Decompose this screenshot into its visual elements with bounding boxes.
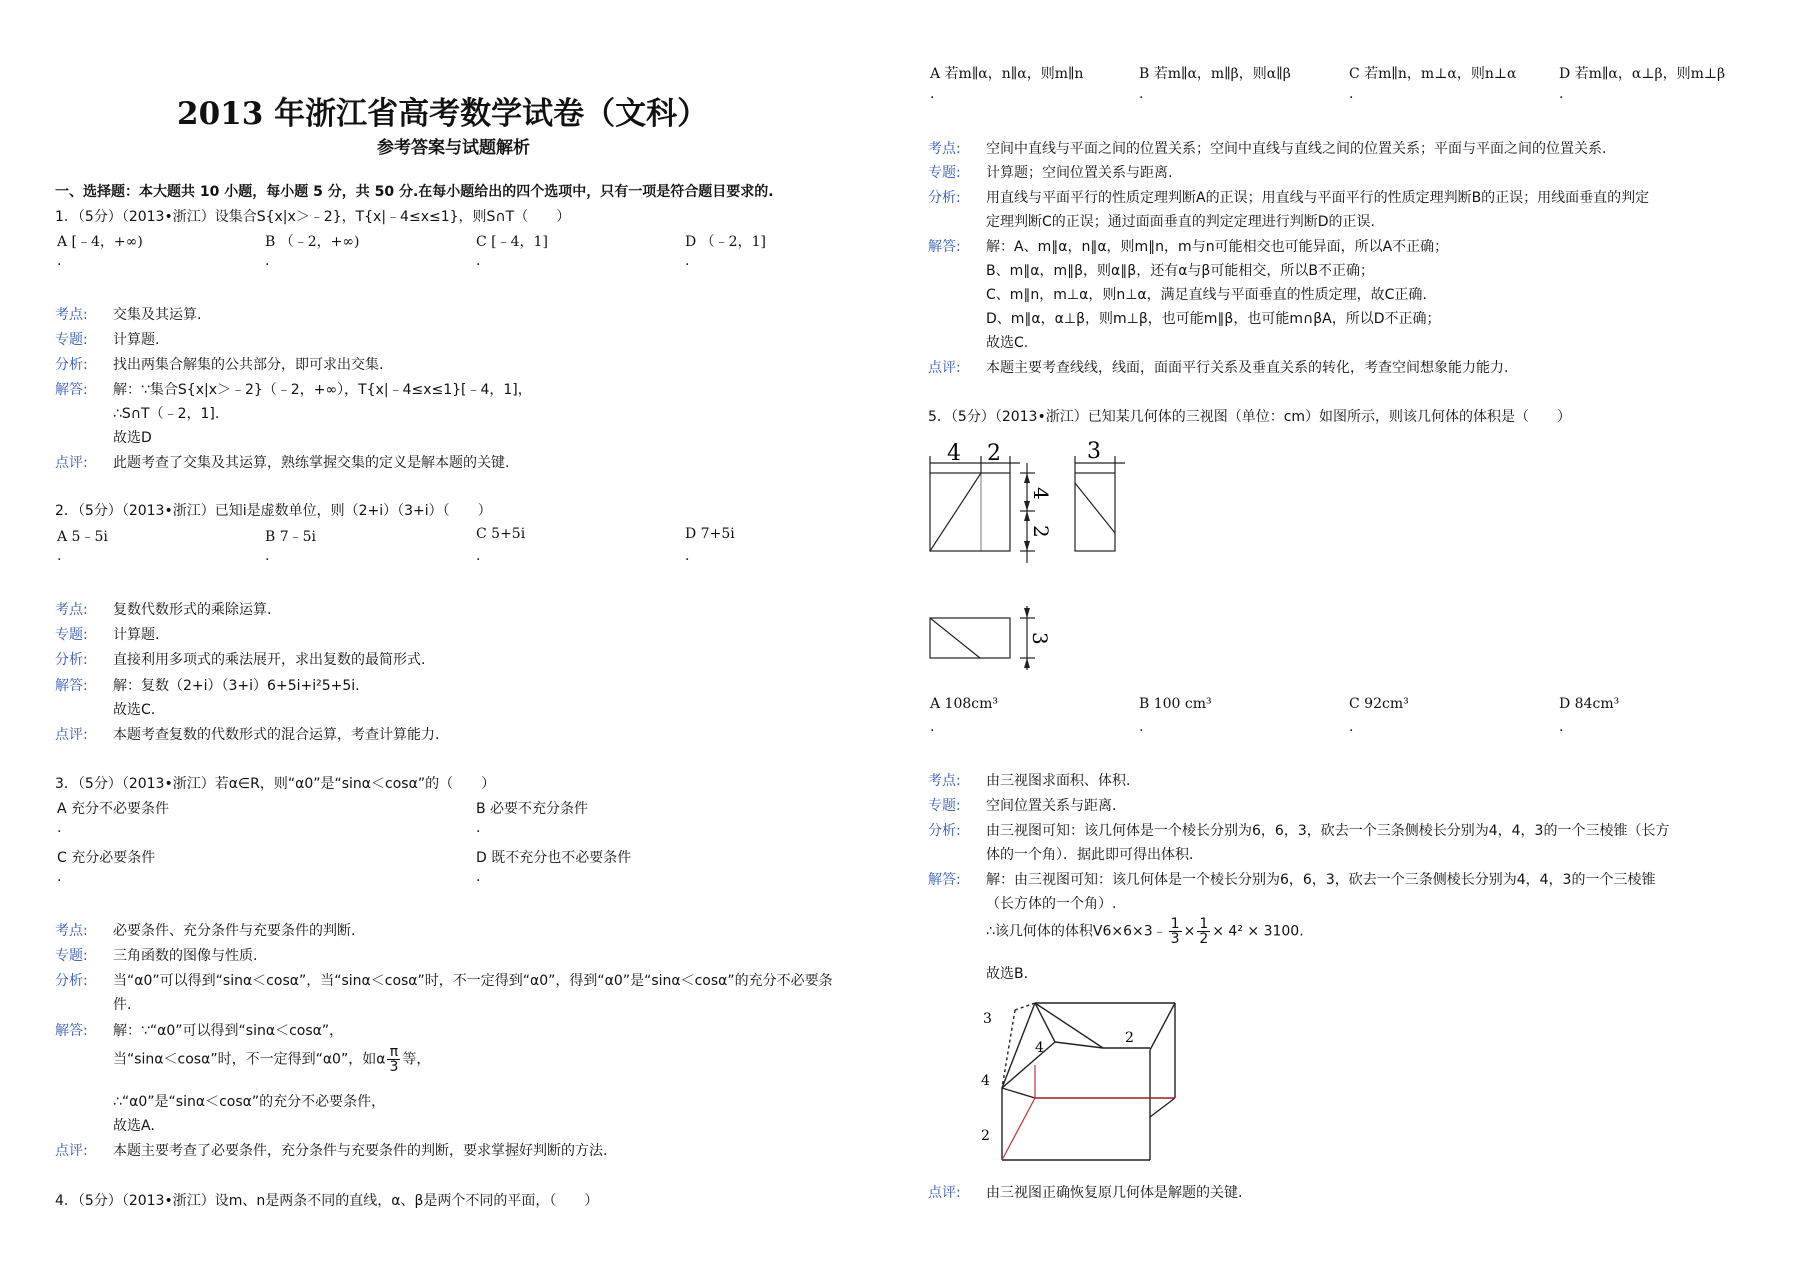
q3-jieda-line2-a: 当“sinα＜cosα”时，不一定得到“α0”，如α: [113, 1051, 386, 1068]
q3-option-d: D 既不充分也不必要条件: [476, 850, 632, 866]
q4-dot-b: .: [1139, 86, 1144, 102]
q2-zhuanti: 计算题.: [113, 627, 160, 643]
q3-jieda-line3: ∴“α0”是“sinα＜cosα”的充分不必要条件，: [113, 1094, 386, 1110]
q4-fenxi-line1: 用直线与平面平行的性质定理判断A的正误；用直线与平面平行的性质定理判断B的正误；用线面垂直的判定: [986, 190, 1650, 206]
q3-option-b: B 必要不充分条件: [476, 801, 589, 817]
q3-kaodian-label: 考点:: [55, 923, 88, 939]
q4-dot-d: .: [1559, 86, 1564, 102]
q5-fenxi-line2: 体的一个角）．据此即可得出体积.: [986, 847, 1194, 863]
q1-jieda-line3: 故选D: [113, 430, 152, 446]
q1-dianping: 此题考查了交集及其运算，熟练掌握交集的定义是解本题的关键.: [113, 455, 510, 471]
q3-kaodian: 必要条件、充分条件与充要条件的判断.: [113, 923, 356, 939]
q2-option-d: D 7+5i: [685, 526, 735, 542]
q2-option-a: A 5﹣5i: [57, 529, 108, 545]
q5-volume-line: [986, 917, 1304, 946]
q2-kaodian: 复数代数形式的乘除运算.: [113, 602, 272, 618]
q2-dot-d: .: [685, 548, 690, 564]
q3-dot-b: .: [476, 820, 481, 836]
q4-jieda-line4: D、m∥α，α⊥β，则m⊥β，也可能m∥β，也可能m∩βA，所以D不正确；: [986, 311, 1441, 327]
q4-jieda-label: 解答:: [928, 239, 961, 255]
q2-dot-a: .: [57, 548, 62, 564]
q3-zhuanti-label: 专题:: [55, 948, 88, 964]
q1-option-a: A [﹣4，+∞): [57, 234, 143, 250]
q3-option-c: C 充分必要条件: [57, 850, 156, 866]
q3-option-a: A 充分不必要条件: [57, 801, 170, 817]
q5-kaodian-label: 考点:: [928, 773, 961, 789]
q3-dot-d: .: [476, 869, 481, 885]
q4-dot-c: .: [1349, 86, 1354, 102]
q5-option-c: C 92cm³: [1349, 696, 1409, 712]
q5-stem: 5．（5分）（2013•浙江）已知某几何体的三视图（单位：cm）如图所示，则该几何体的体积是（ ）: [928, 409, 1572, 425]
q3-jieda-label: 解答:: [55, 1023, 88, 1039]
q5-choose: 故选B.: [986, 966, 1029, 982]
q1-dot-a: .: [57, 253, 62, 269]
q5-fraction-1-2: [1197, 917, 1210, 946]
q2-zhuanti-label: 专题:: [55, 627, 88, 643]
q5-jieda-line2: （长方体的一个角）.: [986, 896, 1117, 912]
q5-volume-times: ×: [1183, 923, 1196, 940]
fig-label-w4: 4: [947, 441, 961, 466]
q2-kaodian-label: 考点:: [55, 602, 88, 618]
solid-figure: [975, 990, 1195, 1170]
q4-dot-a: .: [930, 86, 935, 102]
q1-fenxi-label: 分析:: [55, 357, 88, 373]
q4-zhuanti: 计算题；空间位置关系与距离.: [986, 165, 1173, 181]
q1-zhuanti-label: 专题:: [55, 332, 88, 348]
q4-kaodian: 空间中直线与平面之间的位置关系；空间中直线与直线之间的位置关系；平面与平面之间的位置关系.: [986, 141, 1607, 157]
q2-dianping: 本题考查复数的代数形式的混合运算，考查计算能力.: [113, 727, 440, 743]
q4-option-d: D 若m∥α，α⊥β，则m⊥β: [1559, 66, 1726, 82]
q5-jieda-line1: 解：由三视图可知：该几何体是一个棱长分别为6，6，3，砍去一个三条侧棱长分别为4，4，3的一个三棱锥: [986, 872, 1656, 888]
q3-fenxi-label: 分析:: [55, 973, 88, 989]
q5-zhuanti-label: 专题:: [928, 798, 961, 814]
q5-dot-a: .: [930, 719, 935, 735]
q3-dot-c: .: [57, 869, 62, 885]
q1-option-b: B （﹣2，+∞): [265, 234, 360, 250]
q2-stem: 2．（5分）（2013•浙江）已知i是虚数单位，则（2+i）（3+i）（ ）: [55, 503, 492, 519]
q5-frac1-num: 1: [1170, 916, 1180, 932]
q5-kaodian: 由三视图求面积、体积.: [986, 773, 1131, 789]
q5-fenxi-line1: 由三视图可知：该几何体是一个棱长分别为6，6，3，砍去一个三条侧棱长分别为4，4，3的一个三棱锥（长方: [986, 823, 1670, 839]
q1-kaodian-label: 考点:: [55, 307, 88, 323]
fig-label-h3: 3: [1028, 632, 1052, 645]
q3-zhuanti: 三角函数的图像与性质.: [113, 948, 258, 964]
q3-pi-fraction: [387, 1045, 400, 1074]
side-view-rect: [1075, 473, 1115, 551]
front-view-rect: [930, 473, 1010, 551]
q1-zhuanti: 计算题.: [113, 332, 160, 348]
top-view-rect: [930, 618, 1010, 658]
q4-jieda-line3: C、m∥n，m⊥α，则n⊥α，满足直线与平面垂直的性质定理，故C正确.: [986, 287, 1427, 303]
q1-dot-c: .: [476, 253, 481, 269]
q3-fenxi-line1: 当“α0”可以得到“sinα＜cosα”，当“sinα＜cosα”时，不一定得到“α0”，得到“α0”是“sinα＜cosα”的充分不必要条: [113, 973, 833, 989]
fig-label-h4: 4: [1029, 487, 1053, 500]
q5-jieda-label: 解答:: [928, 872, 961, 888]
q4-stem: 4．（5分）（2013•浙江）设m、n是两条不同的直线，α、β是两个不同的平面，（ ）: [55, 1193, 599, 1209]
page-title: 2013 年浙江省高考数学试卷（文科）: [177, 96, 709, 132]
q5-dianping-label: 点评:: [928, 1185, 961, 1201]
q3-dianping: 本题主要考查了必要条件，充分条件与充要条件的判断，要求掌握好判断的方法.: [113, 1143, 608, 1159]
q3-jieda-line4: 故选A.: [113, 1118, 155, 1134]
q5-option-d: D 84cm³: [1559, 696, 1620, 712]
q5-option-a: A 108cm³: [930, 696, 999, 712]
q1-dot-b: .: [265, 253, 270, 269]
q5-zhuanti: 空间位置关系与距离.: [986, 798, 1117, 814]
q4-fenxi-line2: 定理判断C的正误；通过面面垂直的判定定理进行判断D的正误.: [986, 214, 1376, 230]
q1-fenxi: 找出两集合解集的公共部分，即可求出交集.: [113, 357, 384, 373]
q5-frac1-den: 3: [1170, 931, 1180, 947]
q2-dianping-label: 点评:: [55, 727, 88, 743]
q4-jieda-line1: 解：A、m∥α，n∥α，则m∥n，m与n可能相交也可能异面，所以A不正确；: [986, 239, 1449, 255]
q4-option-a: A 若m∥α，n∥α，则m∥n: [930, 66, 1084, 82]
q1-jieda-line2: ∴S∩T（﹣2，1].: [113, 406, 220, 422]
q5-dot-c: .: [1349, 719, 1354, 735]
q2-option-b: B 7﹣5i: [265, 529, 317, 545]
fig-label-w3: 3: [1087, 439, 1101, 464]
q2-option-c: C 5+5i: [476, 526, 526, 542]
q5-dot-b: .: [1139, 719, 1144, 735]
q5-fraction-1-3: [1169, 917, 1182, 946]
q3-pi-denominator: 3: [389, 1059, 399, 1075]
q4-zhuanti-label: 专题:: [928, 165, 961, 181]
q4-dianping-label: 点评:: [928, 360, 961, 376]
q5-dianping: 由三视图正确恢复原几何体是解题的关键.: [986, 1185, 1243, 1201]
q1-jieda-label: 解答:: [55, 382, 88, 398]
q5-option-b: B 100 cm³: [1139, 696, 1212, 712]
page-subtitle: 参考答案与试题解析: [377, 138, 530, 158]
q3-fenxi-line2: 件.: [113, 997, 132, 1013]
q2-jieda-line1: 解：复数（2+i）（3+i）6+5i+i²5+5i.: [113, 678, 360, 694]
q4-option-c: C 若m∥n，m⊥α，则n⊥α: [1349, 66, 1517, 82]
q4-dianping: 本题主要考查线线，线面，面面平行关系及垂直关系的转化，考查空间想象能力能力.: [986, 360, 1509, 376]
q5-volume-b: × 4² × 3100.: [1212, 923, 1304, 940]
q4-option-b: B 若m∥α，m∥β，则α∥β: [1139, 66, 1291, 82]
solid-label-3: 3: [983, 1011, 992, 1027]
q1-jieda-line1: 解：∵集合S{x|x＞﹣2}（﹣2，+∞），T{x|﹣4≤x≤1}[﹣4，1]，: [113, 382, 532, 398]
q3-jieda-line1: 解：∵“α0”可以得到“sinα＜cosα”，: [113, 1023, 344, 1039]
q1-dot-d: .: [685, 253, 690, 269]
solid-label-4-top: 4: [1035, 1040, 1044, 1056]
q5-frac2-num: 1: [1199, 916, 1209, 932]
q1-option-d: D （﹣2，1]: [685, 234, 766, 250]
q1-dianping-label: 点评:: [55, 455, 88, 471]
q4-fenxi-label: 分析:: [928, 190, 961, 206]
front-view-diagonal: [930, 473, 981, 551]
side-view-diagonal: [1075, 483, 1115, 533]
solid-label-2-top: 2: [1125, 1030, 1134, 1046]
three-view-figure: [925, 438, 1145, 678]
q1-stem: 1．（5分）（2013•浙江）设集合S{x|x＞﹣2}，T{x|﹣4≤x≤1}，则S∩T（ ）: [55, 209, 571, 225]
q3-jieda-line2-b: 等，: [402, 1051, 431, 1068]
q2-fenxi: 直接利用多项式的乘法展开，求出复数的最简形式.: [113, 652, 426, 668]
solid-label-2-left: 2: [981, 1128, 990, 1144]
q2-jieda-label: 解答:: [55, 678, 88, 694]
q5-volume-a: ∴该几何体的体积V6×6×3﹣: [986, 923, 1167, 940]
fig-label-w2: 2: [987, 441, 1001, 466]
q3-dianping-label: 点评:: [55, 1143, 88, 1159]
q4-jieda-line5: 故选C.: [986, 335, 1029, 351]
solid-label-4-left: 4: [981, 1073, 990, 1089]
q2-fenxi-label: 分析:: [55, 652, 88, 668]
q2-dot-c: .: [476, 548, 481, 564]
q3-dot-a: .: [57, 820, 62, 836]
fig-label-h2: 2: [1029, 525, 1053, 538]
q3-stem: 3．（5分）（2013•浙江）若α∈R，则“α0”是“sinα＜cosα”的（ ）: [55, 776, 496, 792]
q1-option-c: C [﹣4，1]: [476, 234, 548, 250]
q2-dot-b: .: [265, 548, 270, 564]
q5-dot-d: .: [1559, 719, 1564, 735]
q3-jieda-line2: [113, 1045, 430, 1074]
q5-fenxi-label: 分析:: [928, 823, 961, 839]
q5-frac2-den: 2: [1199, 931, 1209, 947]
section-heading: 一、选择题：本大题共 10 小题，每小题 5 分，共 50 分.在每小题给出的四个选项中，只有一项是符合题目要求的.: [55, 184, 774, 200]
q1-kaodian: 交集及其运算.: [113, 307, 202, 323]
top-view-diagonal: [930, 618, 980, 658]
q2-jieda-line2: 故选C.: [113, 702, 156, 718]
q3-pi-numerator: π: [387, 1045, 400, 1060]
q4-jieda-line2: B、m∥α，m∥β，则α∥β，还有α与β可能相交，所以B不正确；: [986, 263, 1374, 279]
q4-kaodian-label: 考点:: [928, 141, 961, 157]
